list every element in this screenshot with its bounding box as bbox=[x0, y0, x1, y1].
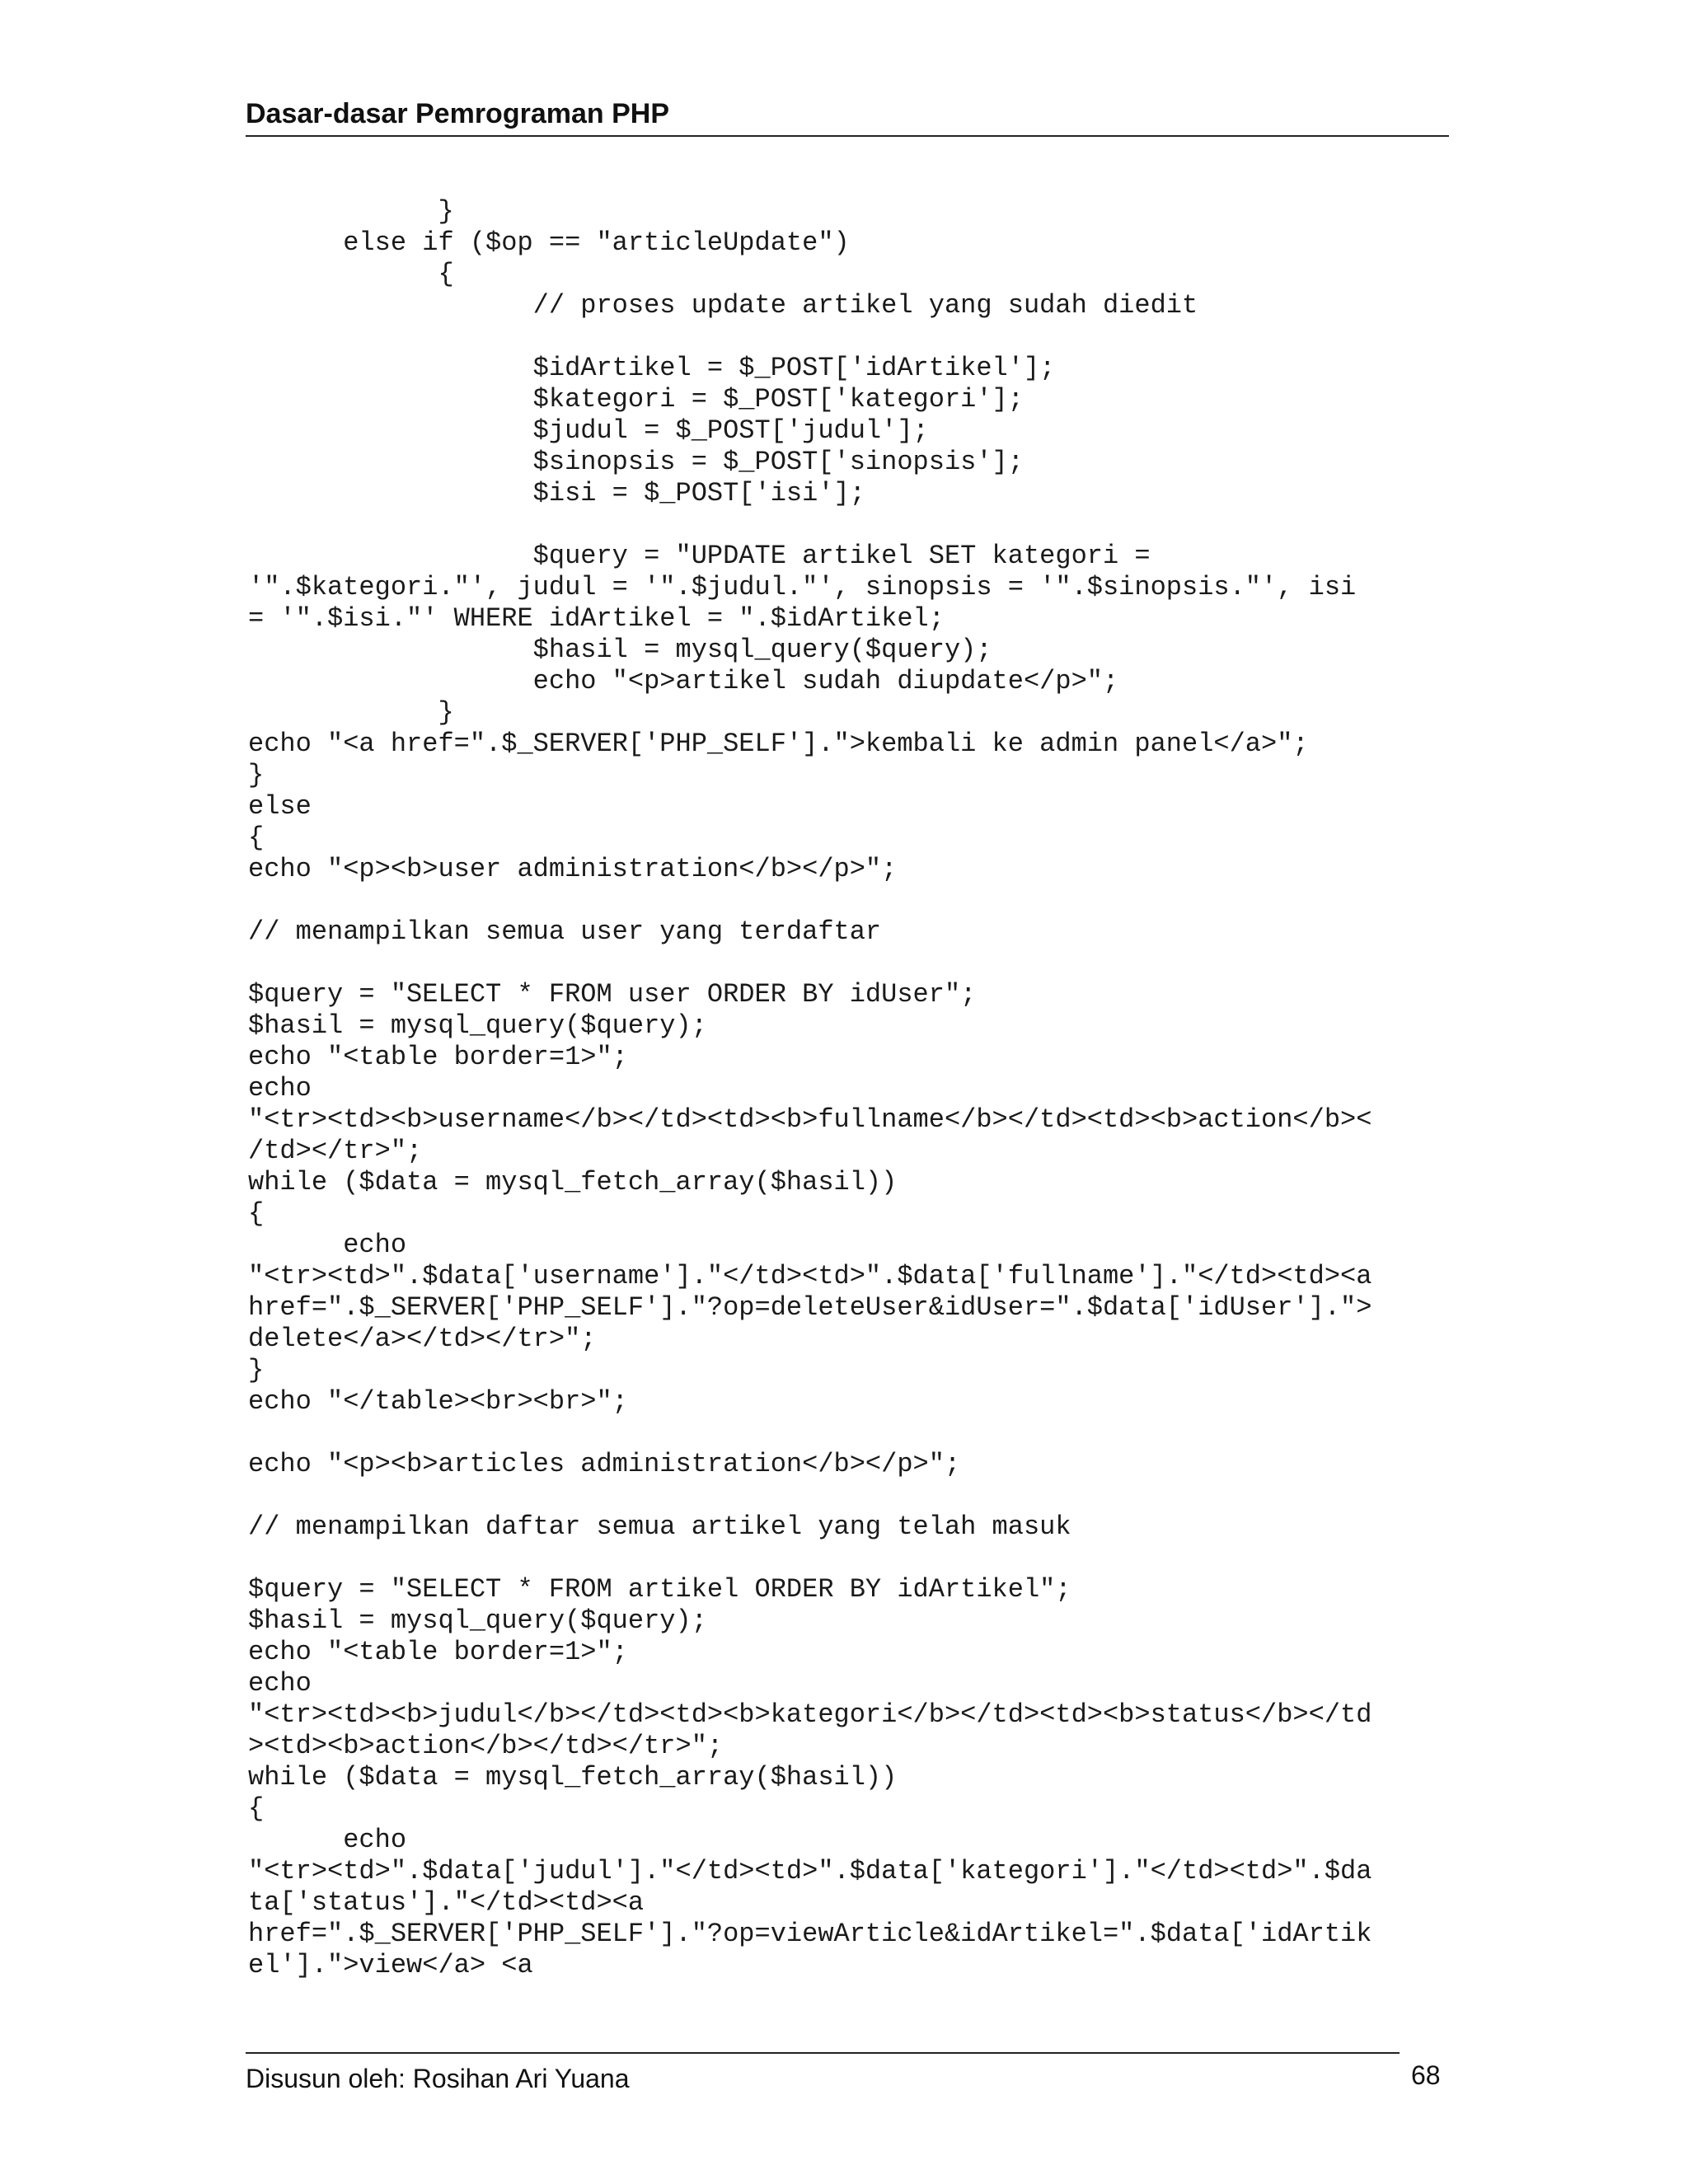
code-line: } bbox=[248, 196, 454, 227]
code-line: echo "<p>artikel sudah diupdate</p>"; bbox=[248, 666, 1119, 696]
code-line bbox=[248, 885, 1451, 916]
code-line bbox=[248, 1543, 1451, 1574]
code-line: href=".$_SERVER['PHP_SELF']."?op=deleteUser&idUser=".$data['idUser']."> bbox=[248, 1292, 1372, 1323]
code-line: { bbox=[248, 1793, 265, 1824]
code-line: echo "<table border=1>"; bbox=[248, 1637, 628, 1667]
code-line: "<tr><td>".$data['judul']."</td><td>".$data['kategori']."</td><td>".$da bbox=[248, 1856, 1372, 1886]
code-line: echo bbox=[248, 1073, 312, 1104]
code-line bbox=[248, 1480, 1451, 1511]
code-line: href=".$_SERVER['PHP_SELF']."?op=viewArticle&idArtikel=".$data['idArtik bbox=[248, 1919, 1372, 1949]
code-line: /td></tr>"; bbox=[248, 1136, 423, 1166]
code-line: $query = "SELECT * FROM artikel ORDER BY idArtikel"; bbox=[248, 1574, 1071, 1605]
code-line: $query = "SELECT * FROM user ORDER BY idUser"; bbox=[248, 979, 977, 1010]
code-line: } bbox=[248, 697, 454, 728]
code-line bbox=[248, 509, 1451, 541]
code-line: } bbox=[248, 760, 265, 790]
page-footer bbox=[246, 2052, 1400, 2103]
code-line: "<tr><td><b>judul</b></td><td><b>kategori</b></td><td><b>status</b></td bbox=[248, 1699, 1372, 1730]
code-line: // menampilkan semua user yang terdaftar bbox=[248, 916, 882, 947]
document-title: Dasar-dasar Pemrograman PHP bbox=[246, 98, 670, 129]
code-line: while ($data = mysql_fetch_array($hasil)) bbox=[248, 1762, 898, 1793]
page-header bbox=[246, 92, 1449, 137]
code-line: echo "<p><b>articles administration</b></p>"; bbox=[248, 1449, 961, 1479]
code-line: $kategori = $_POST['kategori']; bbox=[248, 384, 1024, 415]
code-line: } bbox=[248, 1355, 265, 1385]
code-line: "<tr><td>".$data['username']."</td><td>".$data['fullname']."</td><td><a bbox=[248, 1261, 1372, 1291]
code-line: $idArtikel = $_POST['idArtikel']; bbox=[248, 353, 1056, 383]
code-line: $hasil = mysql_query($query); bbox=[248, 1010, 707, 1041]
code-line: = '".$isi."' WHERE idArtikel = ".$idArtikel; bbox=[248, 603, 945, 634]
code-line: el'].">view</a> <a bbox=[248, 1950, 533, 1980]
page-number: 68 bbox=[1411, 2060, 1441, 2090]
code-line: // proses update artikel yang sudah diedit bbox=[248, 290, 1198, 321]
code-line: $isi = $_POST['isi']; bbox=[248, 478, 865, 509]
code-line: $hasil = mysql_query($query); bbox=[248, 635, 992, 665]
code-line bbox=[248, 948, 1451, 979]
code-line: echo "</table><br><br>"; bbox=[248, 1386, 628, 1417]
code-line: { bbox=[248, 1198, 265, 1229]
code-line bbox=[248, 321, 1451, 353]
code-line: echo "<p><b>user administration</b></p>"; bbox=[248, 854, 898, 884]
code-line: { bbox=[248, 823, 265, 853]
code-line: echo bbox=[248, 1668, 312, 1699]
code-line: $query = "UPDATE artikel SET kategori = bbox=[248, 541, 1151, 571]
code-line bbox=[248, 1418, 1451, 1449]
code-line: echo "<a href=".$_SERVER['PHP_SELF'].">kembali ke admin panel</a>"; bbox=[248, 729, 1309, 759]
code-line: echo bbox=[248, 1230, 407, 1260]
code-line: ta['status']."</td><td><a bbox=[248, 1887, 645, 1918]
code-line: echo "<table border=1>"; bbox=[248, 1042, 628, 1072]
code-line: delete</a></td></tr>"; bbox=[248, 1324, 597, 1354]
code-listing bbox=[248, 196, 1451, 1981]
code-line: $judul = $_POST['judul']; bbox=[248, 415, 929, 446]
code-line: ><td><b>action</b></td></tr>"; bbox=[248, 1731, 724, 1761]
code-line: else if ($op == "articleUpdate") bbox=[248, 227, 850, 258]
code-line: else bbox=[248, 791, 312, 822]
code-line: $sinopsis = $_POST['sinopsis']; bbox=[248, 447, 1024, 477]
code-line: while ($data = mysql_fetch_array($hasil)) bbox=[248, 1167, 898, 1197]
code-line: '".$kategori."', judul = '".$judul."', sinopsis = '".$sinopsis."', isi bbox=[248, 572, 1357, 602]
code-line: "<tr><td><b>username</b></td><td><b>fullname</b></td><td><b>action</b>< bbox=[248, 1104, 1372, 1135]
code-line: // menampilkan daftar semua artikel yang telah masuk bbox=[248, 1511, 1071, 1542]
code-line: $hasil = mysql_query($query); bbox=[248, 1605, 707, 1636]
code-line: { bbox=[248, 259, 454, 289]
footer-author: Disusun oleh: Rosihan Ari Yuana bbox=[246, 2064, 630, 2093]
code-line: echo bbox=[248, 1825, 407, 1855]
